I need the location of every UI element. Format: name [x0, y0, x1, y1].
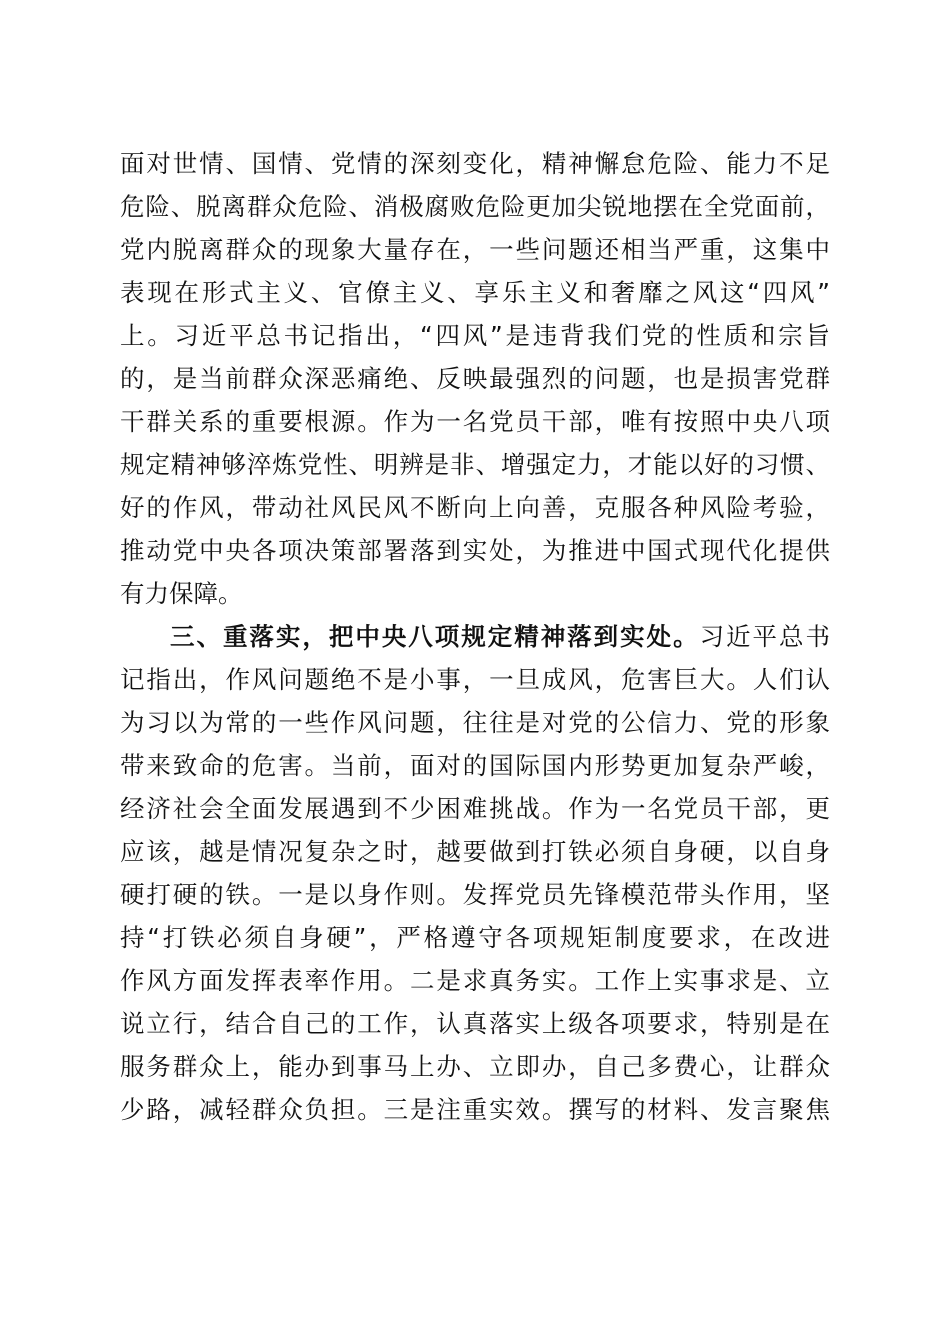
text-line: 规定精神够淬炼党性、明辨是非、增强定力，才能以好的习惯、: [120, 450, 830, 479]
text-line: 干群关系的重要根源。作为一名党员干部，唯有按照中央八项: [120, 407, 830, 436]
heading-line: [120, 619, 830, 662]
text-line: 作风方面发挥表率作用。二是求真务实。工作上实事求是、立: [120, 966, 830, 995]
text-line: 带来致命的危害。当前，面对的国际国内形势更加复杂严峻，: [120, 751, 830, 780]
text-line: 记指出，作风问题绝不是小事，一旦成风，危害巨大。人们认: [120, 665, 830, 694]
text-line: 好的作风，带动社风民风不断向上向善，克服各种风险考验，: [120, 493, 830, 522]
text-line: 硬打硬的铁。一是以身作则。发挥党员先锋模范带头作用，坚: [120, 880, 830, 909]
document-page: [120, 146, 830, 1135]
text-line: 表现在形式主义、官僚主义、享乐主义和奢靡之风这“四风”: [120, 278, 830, 307]
text-line: 为习以为常的一些作风问题，往往是对党的公信力、党的形象: [120, 708, 830, 737]
text-line: 面对世情、国情、党情的深刻变化，精神懈怠危险、能力不足: [120, 149, 830, 178]
text-line: 少路，减轻群众负担。三是注重实效。撰写的材料、发言聚焦: [120, 1095, 830, 1124]
text-line: 应该，越是情况复杂之时，越要做到打铁必须自身硬，以自身: [120, 837, 830, 866]
heading-rest-text: 习近平总书: [699, 622, 831, 651]
text-line: 上。习近平总书记指出，“四风”是违背我们党的性质和宗旨: [120, 321, 830, 350]
paragraph-2: [120, 619, 830, 1135]
paragraph-1: [120, 146, 830, 619]
text-line: 危险、脱离群众危险、消极腐败危险更加尖锐地摆在全党面前，: [120, 192, 830, 221]
section-heading: 三、重落实，把中央八项规定精神落到实处。: [170, 622, 700, 651]
text-line: 持“打铁必须自身硬”，严格遵守各项规矩制度要求，在改进: [120, 923, 830, 952]
text-line: 有力保障。: [120, 579, 243, 608]
text-line: 服务群众上，能办到事马上办、立即办，自己多费心，让群众: [120, 1052, 830, 1081]
text-line: 党内脱离群众的现象大量存在，一些问题还相当严重，这集中: [120, 235, 830, 264]
text-line: 经济社会全面发展遇到不少困难挑战。作为一名党员干部，更: [120, 794, 830, 823]
text-line: 推动党中央各项决策部署落到实处，为推进中国式现代化提供: [120, 536, 830, 565]
text-line: 的，是当前群众深恶痛绝、反映最强烈的问题，也是损害党群: [120, 364, 830, 393]
text-line: 说立行，结合自己的工作，认真落实上级各项要求，特别是在: [120, 1009, 830, 1038]
